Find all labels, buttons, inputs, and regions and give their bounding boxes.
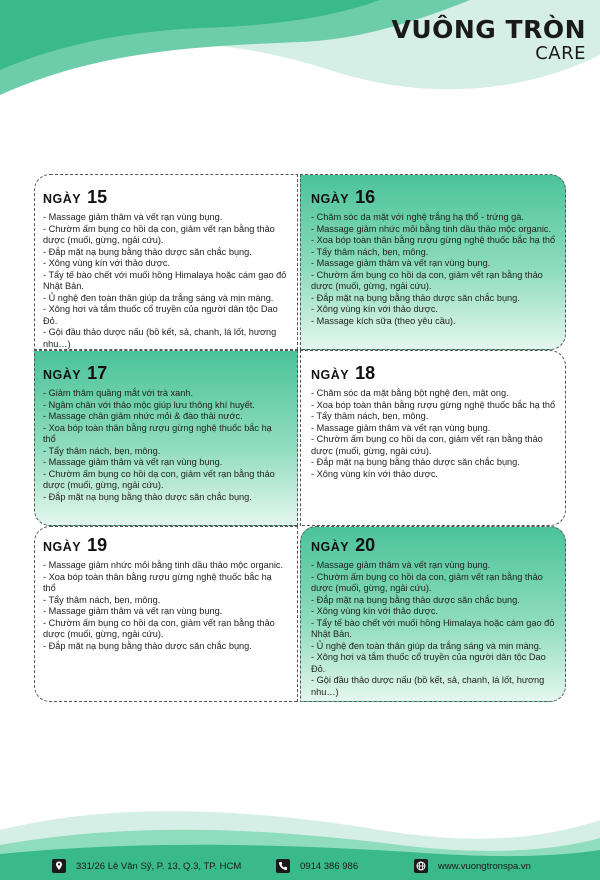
list-item: - Đắp mặt nạ bụng bằng thảo dược săn chắc bụng.	[311, 292, 520, 303]
day-card-15	[34, 174, 298, 350]
treatment-list	[311, 212, 557, 327]
day-label: NGÀY	[43, 368, 82, 382]
day-label: NGÀY	[43, 192, 82, 206]
day-number: 18	[355, 363, 376, 383]
list-item: - Chăm sóc da mặt với nghệ trắng hạ thổ - trứng gà.	[311, 212, 524, 222]
list-item: - Massage giảm nhức mỏi bằng tinh dầu thảo mộc organic.	[43, 560, 284, 570]
day-heading	[311, 187, 557, 208]
treatment-list	[43, 388, 287, 503]
address-text: 331/26 Lê Văn Sỹ, P. 13, Q.3, TP. HCM	[76, 860, 242, 872]
list-item: - Tẩy thâm nách, bẹn, mông.	[311, 246, 429, 257]
list-item: - Chườm ấm bụng co hồi dạ con, giảm vết rạn bằng thảo dược (muối, gừng, ngải cứu).	[43, 223, 275, 245]
list-item: - Xông vùng kín với thảo dược.	[311, 304, 438, 314]
day-card-16	[300, 174, 566, 350]
list-item: - Gội đầu thảo dược nấu (bồ kết, sả, chanh, lá lốt, hương nhu…)	[311, 675, 545, 697]
day-number: 15	[87, 187, 108, 207]
footer-contact-bar	[0, 852, 600, 880]
day-card-18	[300, 350, 566, 526]
list-item: - Gội đầu thảo dược nấu (bồ kết, sả, chanh, lá lốt, hương nhu…)	[43, 327, 277, 349]
list-item: - Massage giảm thâm và vết rạn vùng bụng.	[43, 606, 223, 616]
list-item: - Ủ nghệ đen toàn thân giúp da trắng sáng và mịn màng.	[311, 640, 542, 651]
treatment-list	[311, 388, 557, 480]
footer-phone[interactable]	[276, 859, 358, 873]
list-item: - Ngâm chân với thảo mộc giúp lưu thông khí huyết.	[43, 399, 255, 410]
list-item: - Xoa bóp toàn thân bằng rượu gừng nghệ thuốc bắc hạ thổ	[311, 235, 556, 245]
day-card-17	[34, 350, 298, 526]
brand-logo	[391, 16, 586, 64]
day-number: 17	[87, 363, 108, 383]
day-heading	[43, 535, 287, 556]
list-item: - Massage kích sữa (theo yêu cầu).	[311, 315, 456, 326]
location-pin-icon	[52, 859, 66, 873]
footer-address	[52, 859, 241, 873]
list-item: - Giảm thâm quầng mắt với trà xanh.	[43, 388, 194, 398]
list-item: - Xoa bóp toàn thân bằng rượu gừng nghệ thuốc bắc hạ thổ	[43, 422, 272, 444]
list-item: - Chườm ấm bụng co hồi dạ con, giảm vết rạn bằng thảo dược (muối, gừng, ngải cứu).	[43, 617, 275, 639]
list-item: - Xông vùng kín với thảo dược.	[43, 258, 170, 268]
brand-name: VUÔNG TRÒN	[391, 15, 586, 44]
day-number: 19	[87, 535, 108, 555]
list-item: - Xông hơi và tắm thuốc cổ truyền của người dân tộc Dao Đỏ.	[311, 652, 546, 674]
list-item: - Xoa bóp toàn thân bằng rượu gừng nghệ thuốc bắc hạ thổ	[43, 571, 272, 593]
list-item: - Xông vùng kín với thảo dược.	[311, 468, 438, 479]
list-item: - Massage giảm thâm và vết rạn vùng bụng.	[311, 560, 491, 570]
day-heading	[43, 363, 287, 384]
list-item: - Đắp mặt nạ bụng bằng thảo dược săn chắc bụng.	[311, 457, 520, 467]
list-item: - Chườm ấm bụng co hồi dạ con, giảm vết rạn bằng thảo dược (muối, gừng, ngải cứu).	[43, 468, 275, 490]
list-item: - Đắp mặt nạ bụng bằng thảo dược săn chắc bụng.	[43, 246, 252, 257]
day-number: 20	[355, 535, 376, 555]
treatment-list	[311, 560, 557, 698]
list-item: - Ủ nghệ đen toàn thân giúp da trắng sáng và mịn màng.	[43, 292, 274, 303]
treatment-list	[43, 212, 287, 350]
phone-icon	[276, 859, 290, 873]
globe-icon	[414, 859, 428, 873]
list-item: - Tẩy thâm nách, bẹn, mông.	[43, 594, 161, 605]
day-card-20	[300, 526, 566, 702]
list-item: - Chườm ấm bụng co hồi dạ con, giảm vết rạn bằng thảo dược (muối, gừng, ngải cứu).	[311, 434, 543, 456]
list-item: - Tẩy thâm nách, bẹn, mông.	[43, 445, 161, 456]
day-heading	[311, 535, 557, 556]
list-item: - Chườm ấm bụng co hồi dạ con, giảm vết rạn bằng thảo dược (muối, gừng, ngải cứu).	[311, 269, 543, 291]
day-heading	[311, 363, 557, 384]
day-number: 16	[355, 187, 376, 207]
list-item: - Chăm sóc da mặt bằng bột nghệ đen, mật ong.	[311, 388, 509, 398]
list-item: - Xông hơi và tắm thuốc cổ truyền của người dân tộc Dao Đỏ.	[43, 304, 278, 326]
list-item: - Đắp mặt nạ bụng bằng thảo dược săn chắc bụng.	[43, 640, 252, 651]
list-item: - Tẩy thâm nách, bẹn, mông.	[311, 411, 429, 421]
list-item: - Tẩy tế bào chết với muối hồng Himalaya hoặc cám gạo đỏ Nhật Bản.	[311, 617, 555, 639]
list-item: - Đắp mặt nạ bụng bằng thảo dược săn chắc bụng.	[311, 594, 520, 605]
list-item: - Massage chân giảm nhức mỏi & đào thải nước.	[43, 411, 243, 421]
day-label: NGÀY	[311, 540, 350, 554]
treatment-list	[43, 560, 287, 652]
day-heading	[43, 187, 287, 208]
day-card-19	[34, 526, 298, 702]
list-item: - Chườm ấm bụng co hồi dạ con, giảm vết rạn bằng thảo dược (muối, gừng, ngải cứu).	[311, 571, 543, 593]
footer-website[interactable]	[414, 859, 531, 873]
list-item: - Massage giảm thâm và vết rạn vùng bụng.	[311, 422, 491, 433]
day-label: NGÀY	[311, 368, 350, 382]
day-label: NGÀY	[43, 540, 82, 554]
day-label: NGÀY	[311, 192, 350, 206]
brand-subtitle: CARE	[535, 43, 586, 64]
list-item: - Massage giảm thâm và vết rạn vùng bụng.	[43, 212, 223, 222]
website-text: www.vuongtronspa.vn	[438, 860, 531, 872]
list-item: - Tẩy tế bào chết với muối hồng Himalaya hoặc cám gạo đỏ Nhật Bản.	[43, 269, 287, 291]
list-item: - Xông vùng kín với thảo dược.	[311, 606, 438, 616]
list-item: - Massage giảm thâm và vết rạn vùng bụng.	[43, 457, 223, 467]
list-item: - Massage giảm thâm và vết rạn vùng bụng.	[311, 258, 491, 268]
list-item: - Xoa bóp toàn thân bằng rượu gừng nghệ thuốc bắc hạ thổ	[311, 399, 556, 410]
list-item: - Đắp mặt nạ bụng bằng thảo dược săn chắc bụng.	[43, 491, 252, 502]
phone-text: 0914 386 986	[300, 860, 359, 872]
list-item: - Massage giảm nhức mỏi bằng tinh dầu thảo mộc organic.	[311, 223, 552, 234]
